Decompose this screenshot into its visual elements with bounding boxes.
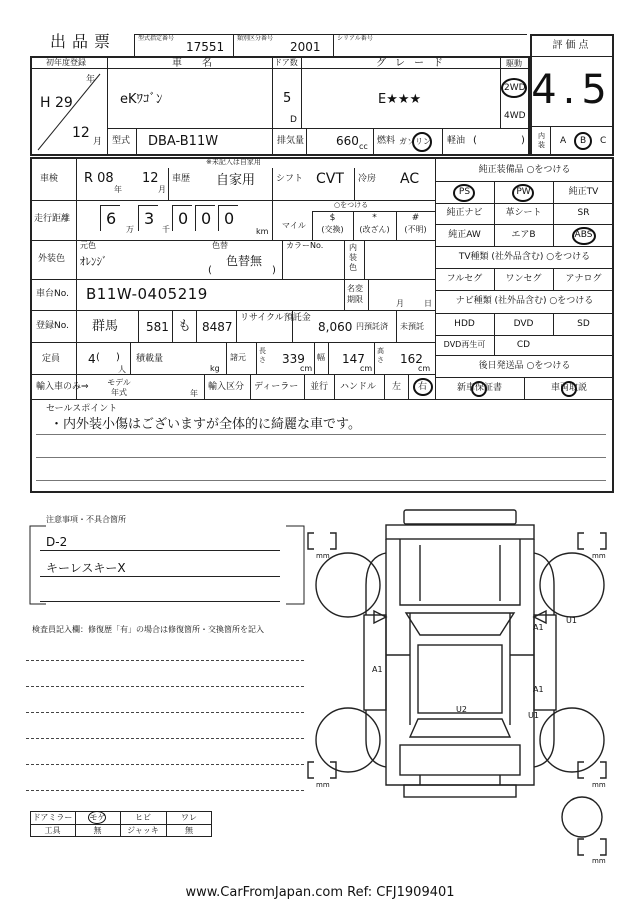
- mirror-header-4: ワレ: [181, 813, 197, 822]
- repaint-label: 色替: [212, 241, 228, 250]
- mile-label: マイル: [282, 221, 306, 230]
- grade-value: E★★★: [378, 92, 422, 107]
- inspection-month: 12: [142, 171, 159, 186]
- tire-unit-rl: mm: [316, 781, 330, 789]
- interior-grade-b: B: [580, 136, 587, 146]
- model-year-label: モデル年式: [107, 378, 131, 397]
- navi-hdd: HDD: [454, 319, 475, 329]
- repaint-paren-open: (: [208, 265, 212, 276]
- tire-unit-rr: mm: [592, 781, 606, 789]
- model-designation-label: 型式指定番号: [138, 35, 175, 42]
- interior-grade-a: A: [560, 136, 567, 146]
- specs-label: 諸元: [230, 353, 246, 362]
- tire-unit-fl: mm: [316, 552, 330, 560]
- name-change-day: 日: [424, 299, 432, 308]
- load-label: 積載量: [136, 354, 164, 364]
- exchange-label: (交換): [321, 225, 344, 234]
- modified-symbol: *: [372, 213, 377, 223]
- capacity-label: 定員: [42, 354, 61, 364]
- equip-airbag: エアB: [511, 230, 536, 240]
- unknown-label: (不明): [404, 225, 427, 234]
- mirror-header-1: ドアミラー: [32, 813, 73, 822]
- diagram-mark-4: A1: [533, 685, 544, 694]
- model-designation-value: 17551: [186, 40, 225, 54]
- equip-abs: ABS: [574, 230, 593, 240]
- mileage-digit-1: 6: [106, 209, 117, 228]
- recycle-unpaid: 未預託: [400, 322, 424, 331]
- watermark: www.CarFromJapan.com Ref: CFJ1909401: [185, 885, 455, 900]
- mileage-digit-5: 0: [224, 209, 235, 228]
- displacement-value: 660: [336, 134, 359, 148]
- notes-label: 注意事項・不具合箇所: [46, 515, 126, 524]
- recycle-value: 8,060: [318, 320, 353, 334]
- mileage-label: 走行距離: [34, 214, 71, 224]
- mirror-value-3: ジャッキ: [127, 826, 159, 835]
- first-reg-month-suffix: 月: [93, 137, 103, 147]
- width-unit: cm: [360, 364, 373, 373]
- diagram-mark-2: U1: [566, 616, 577, 625]
- tv-analog: アナログ: [565, 274, 602, 284]
- color-no-label: カラーNo.: [286, 241, 324, 250]
- first-reg-year-suffix: 年: [86, 75, 96, 85]
- cooling-label: 冷房: [358, 174, 377, 184]
- diesel-paren-open: (: [473, 135, 477, 146]
- inspection-label: 車検: [40, 174, 59, 184]
- equip-sr: SR: [577, 208, 590, 218]
- parallel-label: 並行: [310, 382, 329, 392]
- category-label: 類別区分番号: [237, 35, 274, 42]
- cooling-value: AC: [400, 171, 420, 187]
- sales-point-label: セールスポイント: [46, 404, 118, 414]
- plate-number: 8487: [202, 320, 233, 334]
- dealer-label: ディーラー: [254, 382, 299, 392]
- load-kg-unit: kg: [210, 364, 220, 373]
- doors-label: ドア数: [274, 58, 298, 67]
- rating-label: 評価点: [552, 40, 592, 51]
- mirror-moge-circle: [88, 811, 106, 824]
- tire-unit-fr: mm: [592, 552, 606, 560]
- tv-fullseg: フルセグ: [446, 274, 483, 284]
- length-unit: cm: [300, 364, 313, 373]
- drive-4wd: 4WD: [504, 111, 526, 121]
- mirror-value-4: 無: [185, 826, 193, 835]
- mileage-digit-2: 3: [144, 209, 155, 228]
- handle-right: 右: [418, 382, 428, 392]
- original-color-label: 元色: [80, 241, 96, 250]
- fuel-value: ガソリン: [399, 137, 431, 146]
- displacement-unit: cc: [359, 142, 368, 151]
- import-type-label: 輸入区分: [208, 382, 245, 392]
- shift-label: シフト: [276, 174, 304, 184]
- diagram-mark-1: A1: [533, 623, 544, 632]
- interior-grade-b-circle: [574, 132, 592, 150]
- handle-label: ハンドル: [340, 382, 377, 392]
- diesel-label: 軽油: [447, 136, 466, 146]
- tv-oneseg: ワンセグ: [505, 274, 542, 284]
- genuine-header: 純正装備品 ○をつける: [478, 165, 571, 175]
- doors-value: 5: [283, 91, 292, 106]
- sales-point-text: ・内外装小傷はございますが全体的に綺麗な車です。: [50, 417, 361, 432]
- repaint-paren-close: ): [272, 265, 276, 276]
- color-label: 外装色: [38, 254, 66, 264]
- inspector-label: 検査員記入欄：修復歴「有」の場合は修復箇所・交換箇所を記入: [32, 625, 264, 634]
- serial-label: シリアル番号: [337, 35, 373, 42]
- type-value: DBA-B11W: [148, 134, 219, 149]
- width-value: 147: [342, 352, 365, 366]
- later-header: 後日発送品 ○をつける: [478, 361, 571, 371]
- unknown-symbol: #: [411, 213, 420, 223]
- equip-pw: PW: [516, 187, 531, 197]
- inspection-era: R 08: [84, 171, 114, 186]
- car-name-value: eKﾜｺﾞﾝ: [120, 92, 163, 107]
- chassis-value: B11W-0405219: [86, 285, 208, 303]
- drive-2wd-circle: [501, 78, 527, 98]
- length-value: 339: [282, 352, 305, 366]
- diagram-mark-3: A1: [372, 665, 383, 674]
- type-label: 型式: [112, 136, 131, 146]
- exchange-symbol: $: [329, 213, 336, 223]
- diagram-mark-6: U1: [528, 711, 539, 720]
- fuel-gasoline-circle: [412, 132, 432, 152]
- equip-abs-circle: [572, 227, 596, 245]
- name-change-label: 名変期限: [347, 284, 363, 304]
- equip-tv: 純正TV: [568, 187, 599, 197]
- modified-label: (改ざん): [359, 225, 390, 234]
- displacement-label: 排気量: [277, 136, 305, 146]
- navi-sd: SD: [577, 319, 590, 329]
- import-label: 輸入車のみ⇒: [36, 382, 89, 392]
- capacity-paren-open: (: [96, 352, 100, 363]
- original-color-value: ｵﾚﾝｼﾞ: [80, 255, 108, 268]
- navi-dvd: DVD: [513, 319, 534, 329]
- player-cd: CD: [516, 340, 531, 350]
- inspection-month-suffix: 月: [158, 185, 166, 194]
- mileage-digit-3: 0: [178, 209, 189, 228]
- mirror-value-1: 工具: [44, 826, 61, 835]
- width-label: 幅: [317, 353, 325, 362]
- length-label: 長さ: [259, 347, 266, 364]
- car-diagram: [300, 505, 620, 875]
- first-reg-label: 初年度登録: [46, 58, 86, 67]
- mirror-value-2: 無: [93, 826, 102, 835]
- equip-pw-circle: [512, 184, 534, 202]
- person-unit: 人: [118, 365, 126, 374]
- handle-right-circle: [413, 378, 433, 396]
- doors-type: D: [290, 115, 297, 125]
- equip-navi: 純正ナビ: [446, 208, 483, 218]
- tv-header: TV種類 (社外品含む) ○をつける: [458, 252, 591, 262]
- drive-label: 駆動: [506, 59, 522, 68]
- grade-label: グレード: [376, 58, 452, 69]
- unregistered-note: ※未記入は自家用: [206, 158, 261, 166]
- navi-header: ナビ種類 (社外品含む) ○をつける: [455, 296, 594, 306]
- height-label: 高さ: [377, 347, 384, 364]
- category-value: 2001: [290, 40, 321, 54]
- history-value: 自家用: [216, 173, 256, 188]
- meter-circle-note: ○をつける: [334, 201, 369, 209]
- inspection-year-suffix: 年: [114, 185, 122, 194]
- plate-label: 登録No.: [36, 321, 69, 331]
- chassis-label: 車台No.: [36, 289, 69, 299]
- player-dvd: DVD再生可: [443, 340, 486, 349]
- name-change-month: 月: [396, 299, 404, 308]
- plate-kana: も: [178, 319, 192, 334]
- diagram-mark-5: U2: [456, 705, 467, 714]
- rating-value: 4.5: [531, 67, 613, 113]
- later-manual-circle: [561, 381, 577, 397]
- mirror-header-3: ヒビ: [135, 813, 151, 822]
- mileage-sen-unit: 千: [162, 225, 170, 234]
- mileage-km-unit: km: [256, 227, 269, 236]
- plate-class: 581: [146, 320, 169, 334]
- plate-region: 群馬: [92, 319, 119, 334]
- height-value: 162: [400, 352, 423, 366]
- mirror-header-2: モゲ: [89, 813, 106, 822]
- capacity-value: 4: [88, 352, 96, 366]
- notes-line-1: D-2: [46, 535, 68, 549]
- later-manual: 車両取説: [550, 383, 587, 393]
- later-warranty-circle: [471, 381, 487, 397]
- recycle-unit: 円預託済: [356, 322, 388, 331]
- car-name-label: 車名: [172, 58, 232, 69]
- equip-ps-circle: [453, 184, 475, 202]
- equip-ps: PS: [458, 187, 471, 197]
- repaint-value: 色替無: [226, 254, 263, 268]
- notes-line-2: キーレスキーX: [46, 561, 126, 575]
- equip-aw: 純正AW: [448, 230, 481, 240]
- first-reg-era: H 29: [40, 95, 73, 111]
- recycle-label: リサイクル預託金: [240, 313, 311, 323]
- handle-left: 左: [392, 382, 402, 392]
- drive-2wd: 2WD: [504, 83, 526, 93]
- equip-leather: 革シート: [505, 208, 542, 218]
- capacity-paren-close: ): [116, 352, 120, 363]
- height-unit: cm: [418, 364, 431, 373]
- model-year-suffix: 年: [190, 389, 198, 398]
- later-warranty: 新車保証書: [456, 383, 502, 393]
- mileage-digit-4: 0: [201, 209, 212, 228]
- first-reg-month: 12: [72, 125, 90, 141]
- interior-grade-c: C: [600, 136, 607, 146]
- diesel-paren-close: ): [521, 135, 525, 146]
- tire-unit-spare: mm: [592, 857, 606, 865]
- shift-value: CVT: [316, 171, 344, 187]
- fuel-label: 燃料: [377, 136, 396, 146]
- history-label: 車歴: [172, 174, 191, 184]
- mileage-man-unit: 万: [126, 225, 134, 234]
- interior-color-label: 内装色: [349, 243, 357, 272]
- form-title: 出品票: [50, 32, 117, 51]
- interior-label: 内装: [538, 132, 545, 149]
